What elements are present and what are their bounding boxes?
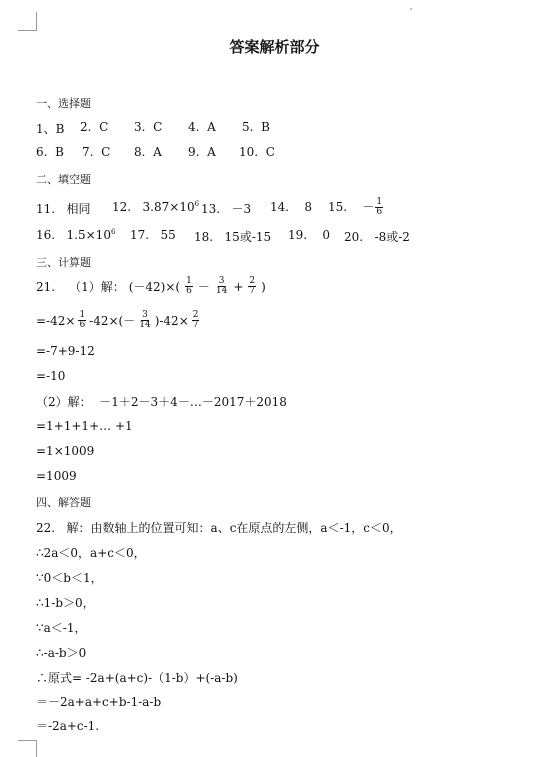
solution-text: 解：由数轴上的位置可知：a、c在原点的左侧，a＜-1，c＜0， [66,521,402,535]
choice-answer: 3. C [134,120,163,134]
expression: －1＋2－3＋4－…－2017＋2018 [99,395,287,409]
q21-part2-step-1: =1+1+1+… +1 [36,419,133,433]
choice-answer: 1、B [36,122,65,136]
q22-line-9: ＝-2a+c-1. [36,719,100,733]
fraction: $\frac{2}{7}$ [192,310,199,330]
q22-line-1 [36,519,402,536]
fraction: $\frac{3}{14}$ [139,310,151,330]
q21-step-3: =-10 [36,369,66,383]
fill-answer: 13. －3 [201,202,252,216]
fraction: $\frac{1}{6}$ [79,310,86,330]
fraction: $\frac{1}{6}$ [376,197,383,217]
fill-answer: 19. 0 [288,228,330,242]
part-label: （1）解： [69,280,125,294]
q22-line-7: ∴原式= -2a+(a+c)-（1-b）+(-a-b) [36,671,238,685]
operator: + [233,279,244,294]
page-title: 答案解析部分 [229,38,320,56]
page-dot-mark [410,8,412,10]
q21-part2-step-3: =1009 [36,469,77,483]
choice-answer: 2. C [80,120,109,134]
choice-answer: 8. A [134,145,162,159]
operator: ) [261,279,266,294]
fill-answer: 16. $1.5\times 10^6$ [36,228,116,242]
q22-line-8: ＝－2a+a+c+b-1-a-b [36,695,162,709]
choice-answer: 4. A [188,120,216,134]
choice-answer: 7. C [82,145,111,159]
q21-part1 [36,277,266,296]
part-label: （2）解： [36,395,92,409]
expression: (－42)×( [128,280,181,294]
section-heading-calc: 三、计算题 [36,256,91,269]
q21-step-2: =-7+9-12 [36,344,95,358]
fill-answer: 18. 15或-15 [194,230,272,244]
fraction: $\frac{1}{6}$ [186,276,192,296]
fill-answer: 20. -8或-2 [344,230,410,244]
operator: － [197,280,210,294]
choice-row-2 [36,145,516,161]
fill-row-2 [36,228,516,244]
choice-answer: 5. B [242,120,270,134]
fill-answer: 15. － $\frac{1}{6}$ [328,197,383,217]
fraction: $\frac{3}{14}$ [215,276,228,296]
q22-line-2: ∴2a＜0，a+c＜0， [36,546,146,560]
question-number: 22. [36,521,56,535]
fill-answer: 11. 相同 [36,202,91,216]
fill-row-1 [36,198,516,220]
q22-line-3: ∵0＜b＜1， [36,571,103,585]
choice-answer: 9. A [188,145,216,159]
page-corner-mark [18,740,37,757]
section-heading-choice: 一、选择题 [36,97,91,110]
choice-answer: 10. C [239,145,275,159]
fill-answer: 12. $3.87\times 10^6$ [112,200,200,214]
fill-answer: 14. 8 [270,200,312,214]
section-heading-answer: 四、解答题 [36,496,91,509]
section-heading-fill: 二、填空题 [36,173,91,186]
choice-answer: 6. B [36,145,64,159]
q21-part2-step-2: =1×1009 [36,444,95,458]
page-corner-mark [18,12,37,31]
fraction: $\frac{2}{7}$ [249,276,256,296]
q21-part2 [36,393,287,410]
q22-line-6: ∴-a-b＞0 [36,646,87,660]
choice-row-1 [36,120,516,136]
expression: -42×(－ [89,314,136,328]
fill-answer: 17. 55 [130,228,176,242]
expression: )-42× [154,313,189,328]
expression: =-42× [36,313,76,328]
q22-line-4: ∴1-b＞0， [36,596,95,610]
question-number: 21. [36,279,56,294]
q22-line-5: ∵a＜-1， [36,621,87,635]
q21-step-1 [36,311,200,330]
